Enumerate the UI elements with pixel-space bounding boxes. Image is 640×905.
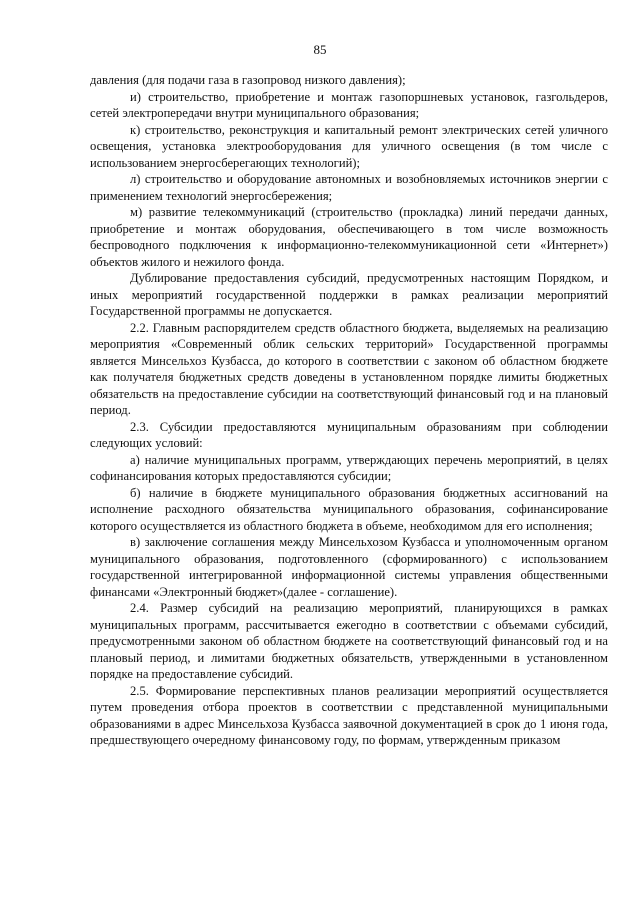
paragraph-section-2-5: 2.5. Формирование перспективных планов реализации мероприятий осуществляется путем проведения отбора проектов в соответствии с представленной муниципальными образованиями в адрес Минсельхоза Кузбасса заявочной документацией в срок до 1 июня года, предшествующего очередному финансовому году, по формам, утвержденным приказом xyxy=(90,683,608,747)
paragraph-section-2-3: 2.3. Субсидии предоставляются муниципальным образованиям при соблюдении следующих условий: xyxy=(90,419,608,450)
paragraph-item-m: м) развитие телекоммуникаций (строительство (прокладка) линий передачи данных, приобретение и монтаж оборудования, обеспечивающего в том числе возможность беспроводного подключения к информационно-телекоммуникационной сети «Интернет») объектов жилого и нежилого фонда. xyxy=(90,205,608,269)
paragraph-cond-v: в) заключение соглашения между Минсельхозом Кузбасса и уполномоченным органом муниципального образования, подготовленного (сформированного) с использованием государственной интегрированной информационной системы управления общественными финансами «Электронный бюджет»(далее - соглашение). xyxy=(90,535,608,599)
paragraph-section-2-4: 2.4. Размер субсидий на реализацию мероприятий, планирующихся в рамках муниципальных программ, рассчитывается ежегодно в соответствии с объемами субсидий, предусмотренными законом об областном бюджете на соответствующий финансовый год и на плановый период, и лимитами бюджетных обязательств, утвержденными в установленном порядке на предоставление субсидий. xyxy=(90,601,608,681)
paragraph-item-i: и) строительство, приобретение и монтаж газопоршневых установок, газгольдеров, сетей электропередачи внутри муниципального образования; xyxy=(90,89,608,120)
document-body xyxy=(90,72,608,749)
paragraph-cond-b: б) наличие в бюджете муниципального образования бюджетных ассигнований на исполнение расходного обязательства муниципального образования, софинансирование которого осуществляется из областного бюджета в объеме, необходимом для его исполнения; xyxy=(90,485,608,533)
paragraph-section-2-2: 2.2. Главным распорядителем средств областного бюджета, выделяемых на реализацию мероприятия «Современный облик сельских территорий» Государственной программы является Минсельхоз Кузбасса, до которого в соответствии с законом об областном бюджете как получателя бюджетных средств доведены в установленном порядке лимиты бюджетных обязательств на предоставление субсидии на соответствующий финансовый год и на плановый период. xyxy=(90,320,608,417)
paragraph-gas-continuation: давления (для подачи газа в газопровод низкого давления); xyxy=(90,73,406,87)
paragraph-cond-a: а) наличие муниципальных программ, утверждающих перечень мероприятий, в целях софинансирования которых предоставляются субсидии; xyxy=(90,452,608,483)
page-number: 85 xyxy=(313,42,327,57)
paragraph-item-k: к) строительство, реконструкция и капитальный ремонт электрических сетей уличного освещения, установка электрооборудования для уличного освещения (в том числе с использованием энергосберегающих технологий); xyxy=(90,122,608,170)
paragraph-duplication: Дублирование предоставления субсидий, предусмотренных настоящим Порядком, и иных мероприятий государственной поддержки в рамках реализации мероприятий Государственной программы не допускается. xyxy=(90,271,608,318)
paragraph-item-l: л) строительство и оборудование автономных и возобновляемых источников энергии с применением технологий энергосбережения; xyxy=(90,172,608,203)
